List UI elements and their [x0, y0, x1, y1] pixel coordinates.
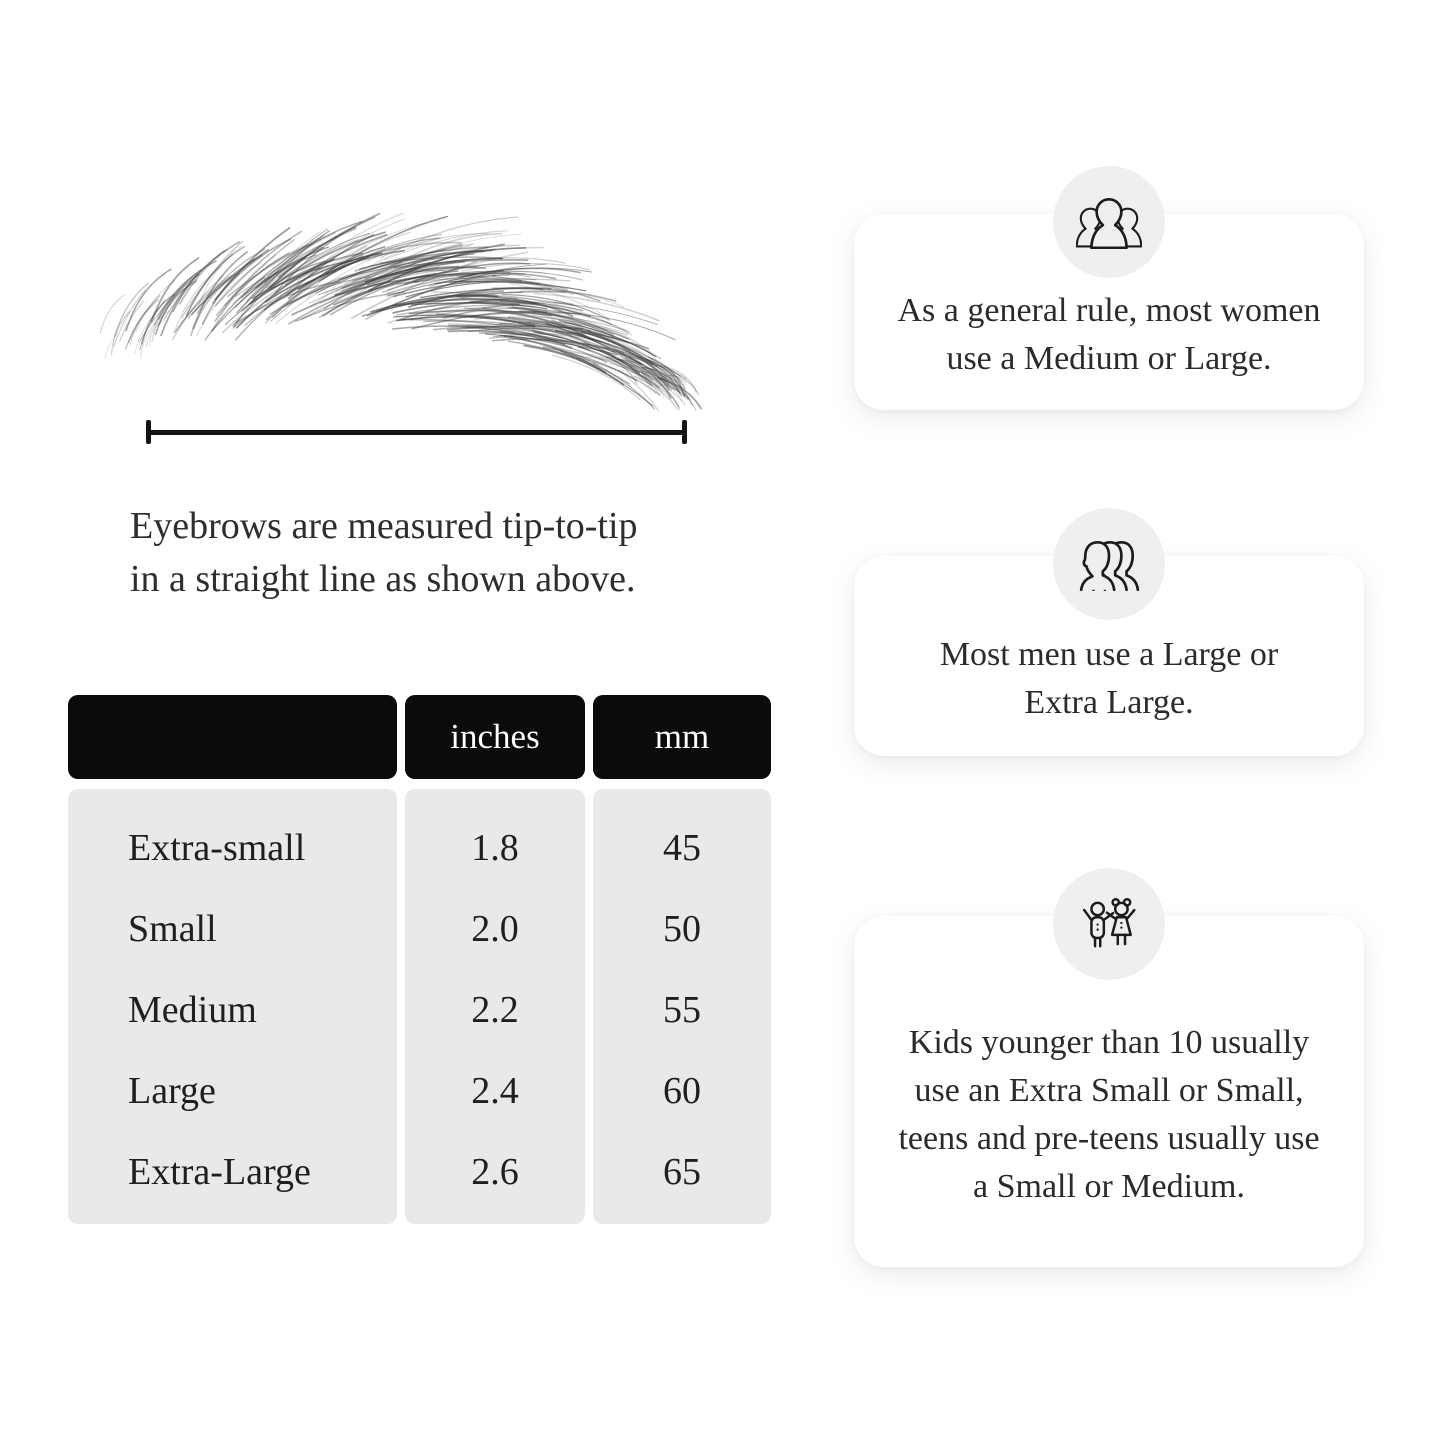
- caption-line-1: Eyebrows are measured tip-to-tip: [130, 505, 638, 547]
- inches-value: 2.6: [471, 1150, 519, 1193]
- measurement-line: [146, 420, 687, 444]
- card-icon-badge: [1053, 166, 1165, 278]
- size-table-body: [68, 789, 771, 1224]
- mm-value: 60: [663, 1069, 701, 1112]
- card-text: As a general rule, most women use a Medium or Large.: [897, 292, 1321, 377]
- info-card-kids: [854, 916, 1364, 1267]
- table-header-size: [68, 695, 397, 779]
- mm-value: 45: [663, 826, 701, 869]
- card-text: Kids younger than 10 usually use an Extra Small or Small, teens and pre-teens usually use a Small or Medium.: [898, 1023, 1320, 1205]
- info-card-women: [854, 214, 1364, 410]
- inches-value: 2.2: [471, 988, 519, 1031]
- mm-value: 50: [663, 907, 701, 950]
- women-group-icon: [1076, 195, 1142, 249]
- table-header-mm: mm: [593, 695, 771, 779]
- measurement-bar: [146, 430, 687, 435]
- size-label: Medium: [128, 988, 257, 1031]
- men-group-icon: [1076, 537, 1142, 591]
- eyebrow-sketch: [98, 228, 710, 414]
- mm-value: 65: [663, 1150, 701, 1193]
- inches-value: 2.4: [471, 1069, 519, 1112]
- table-column-mm: [593, 789, 771, 1224]
- inches-value: 1.8: [471, 826, 519, 869]
- size-label: Small: [128, 907, 217, 950]
- size-table: [68, 695, 771, 1224]
- inches-value: 2.0: [471, 907, 519, 950]
- size-label: Extra-Large: [128, 1150, 311, 1193]
- size-table-header: [68, 695, 771, 779]
- mm-value: 55: [663, 988, 701, 1031]
- measurement-end-cap-right: [682, 420, 687, 444]
- table-column-inches: [405, 789, 585, 1224]
- table-column-sizes: [68, 789, 397, 1224]
- table-header-inches: inches: [405, 695, 585, 779]
- card-icon-badge: [1053, 868, 1165, 980]
- card-text: Most men use a Large or Extra Large.: [939, 636, 1279, 721]
- info-card-men: [854, 556, 1364, 756]
- diagram-caption: [130, 500, 638, 606]
- card-icon-badge: [1053, 508, 1165, 620]
- size-label: Large: [128, 1069, 216, 1112]
- caption-line-2: in a straight line as shown above.: [130, 558, 636, 600]
- kids-icon: [1078, 896, 1140, 952]
- size-label: Extra-small: [128, 826, 306, 869]
